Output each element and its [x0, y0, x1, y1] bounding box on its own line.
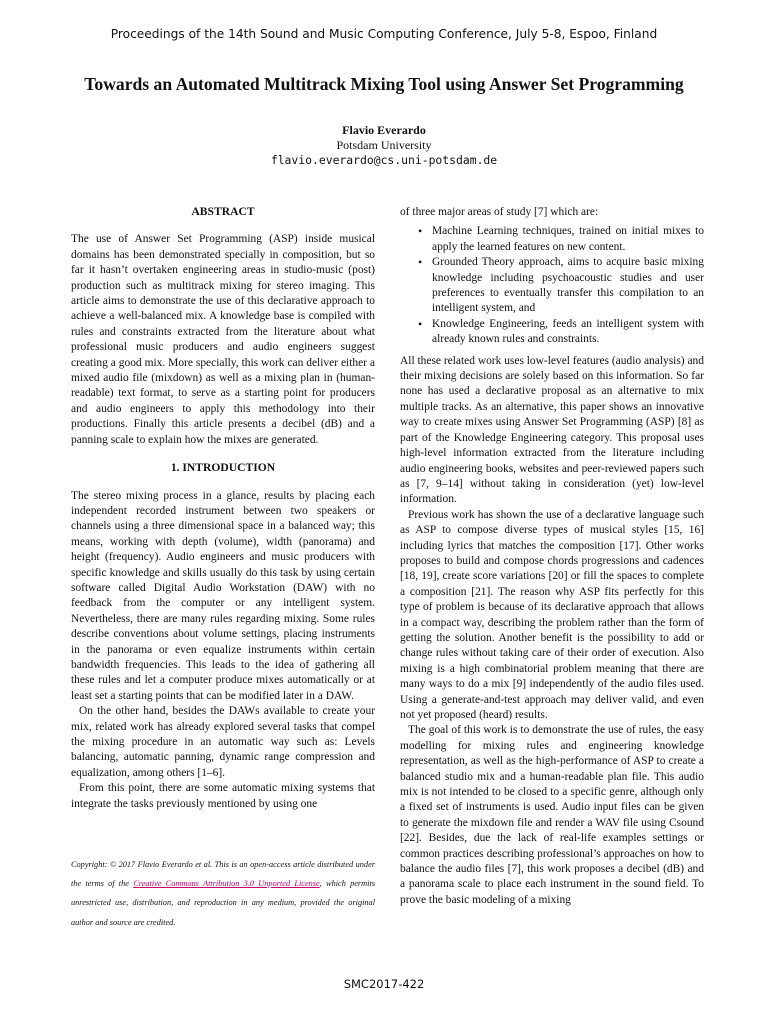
author-block	[0, 123, 768, 168]
right-paragraph-2: Previous work has shown the use of a declarative language such as ASP to compose diverse types of musical styles [15, 16] including lyrics that matches the composition [17]. Other works proposes to build and compose chords progressions and cadences [18, 19], create score variations [20] or fill the spaces to complete a composition [21]. The reason why ASP fits perfectly for this type of problem is because of its declarative approach that allows in a compact way, describing the problem rather than the form of getting the solution. Another benefit is the possibility to add or change rules without taking care of their order of execution. Also mixing is a high combinatorial problem meaning that there are many ways to do a mix [9] independently of the audio files used. Using a generate-and-test approach may deliver valid, and even not yet proposed (heard) results.	[400, 508, 704, 721]
paper-title: Towards an Automated Multitrack Mixing Tool using Answer Set Programming	[84, 74, 684, 94]
right-column	[400, 205, 704, 908]
copyright-text-before: Copyright: © 2017 Flavio Everardo et al. This is an open-access article distributed under the terms of the	[71, 860, 375, 889]
copyright-text-after: , which permits unrestricted use, distribution, and reproduction in any medium, provided the original author and source are credited.	[71, 879, 375, 927]
introduction-heading: 1. INTRODUCTION	[170, 461, 276, 475]
left-column	[71, 204, 375, 812]
list-item: • Grounded Theory approach, aims to acquire basic mixing knowledge including psychoacoustic studies and user preferences to eventually transfer this compilation to an intelligent system, and	[432, 255, 704, 317]
author-name: Flavio Everardo	[342, 123, 426, 137]
list-item: • Knowledge Engineering, feeds an intelligent system with already known rules and constraints.	[432, 317, 704, 348]
right-paragraph-3: The goal of this work is to demonstrate the use of rules, the easy modelling for mixing rules and engineering knowledge representation, as well as the high-performance of ASP to create a balanced studio mix and a human-readable plan file. This audio mix is not intended to be closed to a specific genre, although only a fixed set of instruments is used. Audio input files can be given to generate the mixdown file and render a WAV file using Csound [22]. Besides, due the lack of real-life examples settings or common practices describing professional’s approaches on how to balance the audio files [7], this work proposes a decibel (dB) and a panorama scale to place each instrument in the sound field. To prove the basic modeling of a mixing	[400, 724, 704, 906]
intro-paragraph-1: The stereo mixing process in a glance, results by placing each independent recorded instrument between two speakers or channels using a three dimensional space in a balanced way; this means, working with depth (volume), width (panorama) and height (frequency). Audio engineers and music producers with specific knowledge and skills usually do this task by using certain software called Digital Audio Workstation (DAW) with no feedback from the computer or any intelligent system. Nevertheless, there are many rules regarding mixing. Some rules describe conventions about volume settings, placing instruments in the panorama or even equalize instruments within certain bandwidth frequencies. This leads to the idea of gathering all these rules and let a computer produce mixes automatically or at least set a starting points that can be modified later in a DAW.	[71, 489, 375, 702]
list-item: • Machine Learning techniques, trained on initial mixes to apply the learned features on new content.	[432, 224, 704, 255]
right-paragraph-1: All these related work uses low-level features (audio analysis) and their mixing decisions are solely based on this information. So far none has used a declarative proposal as an alternative to mix multiple tracks. As an alternative, this paper shows an innovative way to create mixes using Answer Set Programming (ASP) [8] as part of the Knowledge Engineering category. This proposal uses high-level information extracted from the literature including audio engineering books, websites and peer-reviewed papers such as [7, 9–14] without taking in consideration (yet) low-level information.	[400, 354, 704, 506]
intro-paragraph-2: On the other hand, besides the DAWs available to create your mix, related work has already explored several tasks that compel the mixing procedure in an automatic way such as: Levels balancing, automatic panning, dynamic range compression and equalization, among others [1–6].	[71, 705, 375, 779]
abstract-text: The use of Answer Set Programming (ASP) inside musical domains has been demonstrated specially in composition, but so far it hasn’t overtaken engineering areas in studio-music (post) production such as multitrack mixing for stereo imaging. This article aims to demonstrate the use of this declarative approach to achieve a well-balanced mix. A knowledge base is compiled with rules and constraints extracted from the literature about what professional music producers and audio engineers suggest creating a good mix. More specially, this work can deliver either a mixed audio file (mixdown) as well as a mixing plan in (human-readable) text format, to serve as a starting point for producers and audio engineers to apply this methodology into their productions. Finally this article presents a decibel (dB) and a panning scale to explain how the mixes are generated.	[71, 233, 375, 446]
proceedings-header: Proceedings of the 14th Sound and Music Computing Conference, July 5-8, Espoo, Finland	[110, 27, 658, 41]
author-email[interactable]: flavio.everardo@cs.uni-potsdam.de	[270, 153, 498, 167]
author-affiliation: Potsdam University	[336, 138, 432, 152]
intro-paragraph-3: From this point, there are some automatic mixing systems that integrate the tasks previously mentioned by using one	[71, 782, 375, 810]
copyright-notice	[71, 855, 375, 932]
areas-list	[400, 224, 704, 347]
right-lead-text: of three major areas of study [7] which are:	[400, 206, 599, 218]
page-footer: SMC2017-422	[343, 977, 425, 991]
abstract-heading: ABSTRACT	[191, 205, 255, 218]
license-link[interactable]: Creative Commons Attribution 3.0 Unported License	[133, 879, 320, 889]
